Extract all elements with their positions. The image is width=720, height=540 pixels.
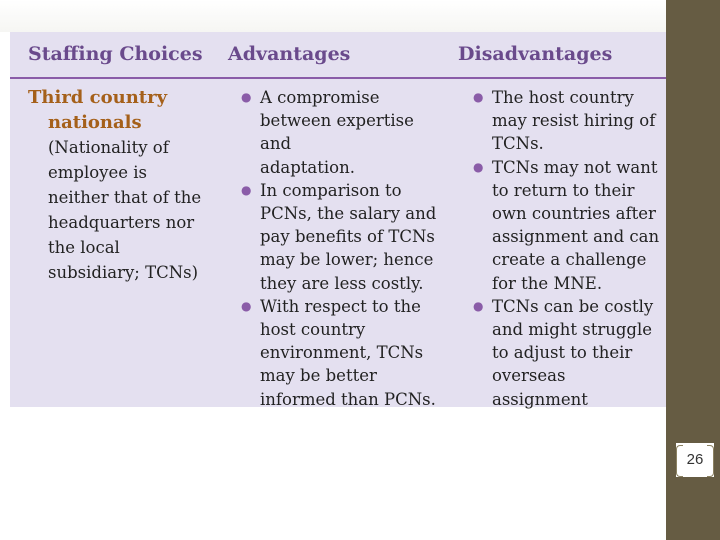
advantage-item <box>232 295 450 411</box>
staffing-choice-cell <box>28 86 228 285</box>
disadvantage-line: create a challenge <box>492 250 647 270</box>
staffing-table <box>10 32 666 407</box>
disadvantage-line: and might struggle <box>492 320 653 340</box>
bracket-right-icon <box>707 445 714 477</box>
top-gradient <box>0 0 666 32</box>
disadvantage-line: to adjust to their <box>492 343 633 363</box>
bullet-icon: ● <box>241 90 252 104</box>
bullet-icon: ● <box>241 298 252 313</box>
disadvantage-line: overseas <box>492 366 566 386</box>
table-header-row <box>10 32 666 78</box>
disadvantage-line: own countries after <box>492 204 656 224</box>
description-line: headquarters nor <box>48 213 195 232</box>
bullet-icon: ● <box>473 90 484 104</box>
bullet-icon: ● <box>473 298 484 313</box>
advantage-line: pay benefits of TCNs <box>260 227 435 247</box>
header-disadvantages: Disadvantages <box>458 43 613 65</box>
disadvantage-item <box>464 86 664 156</box>
advantage-line: may be better <box>260 366 377 386</box>
advantage-line: informed than PCNs. <box>260 389 436 409</box>
advantage-line: PCNs, the salary and <box>260 204 437 224</box>
advantage-line: environment, TCNs <box>260 343 424 363</box>
disadvantage-line: may resist hiring of <box>492 111 656 131</box>
staffing-choice-title-line2: nationals <box>48 111 142 133</box>
description-line: (Nationality of <box>48 138 169 157</box>
advantage-line: host country <box>260 320 366 340</box>
disadvantages-cell <box>464 86 664 411</box>
disadvantage-line: TCNs. <box>492 134 544 154</box>
advantage-line: adaptation. <box>260 157 355 177</box>
advantage-line: In comparison to <box>260 180 402 200</box>
advantage-line: A compromise <box>260 88 380 107</box>
page-number <box>676 443 714 477</box>
disadvantages-list <box>464 86 664 411</box>
bracket-left-icon <box>676 445 683 477</box>
advantage-line: they are less costly. <box>260 273 424 293</box>
disadvantage-item <box>464 295 664 411</box>
staffing-choice-title: Third country <box>28 87 168 108</box>
advantage-line: With respect to the <box>260 296 421 316</box>
disadvantage-line: The host country <box>492 88 634 107</box>
description-line: employee is <box>48 163 148 182</box>
bullet-icon: ● <box>241 182 252 197</box>
advantages-cell <box>232 86 450 411</box>
header-advantages: Advantages <box>228 43 351 65</box>
bullet-icon: ● <box>473 159 484 174</box>
disadvantage-line: assignment and can <box>492 227 660 247</box>
disadvantage-line: TCNs may not want <box>492 157 658 177</box>
disadvantage-line: TCNs can be costly <box>492 296 654 316</box>
staffing-choice-description <box>28 135 228 285</box>
page-number-text: 26 <box>686 451 704 468</box>
disadvantage-line: to return to their <box>492 180 635 200</box>
advantage-line: between expertise and <box>260 111 414 154</box>
disadvantage-line: assignment <box>492 389 588 409</box>
disadvantage-item <box>464 156 664 295</box>
disadvantage-line: for the MNE. <box>492 273 603 293</box>
advantage-item <box>232 86 450 179</box>
description-line: subsidiary; TCNs) <box>48 263 199 282</box>
advantage-line: may be lower; hence <box>260 250 434 270</box>
advantages-list <box>232 86 450 411</box>
advantage-item <box>232 179 450 295</box>
description-line: neither that of the <box>48 188 202 207</box>
header-staffing-choices: Staffing Choices <box>28 43 203 65</box>
header-divider <box>10 77 666 79</box>
description-line: the local <box>48 238 120 257</box>
